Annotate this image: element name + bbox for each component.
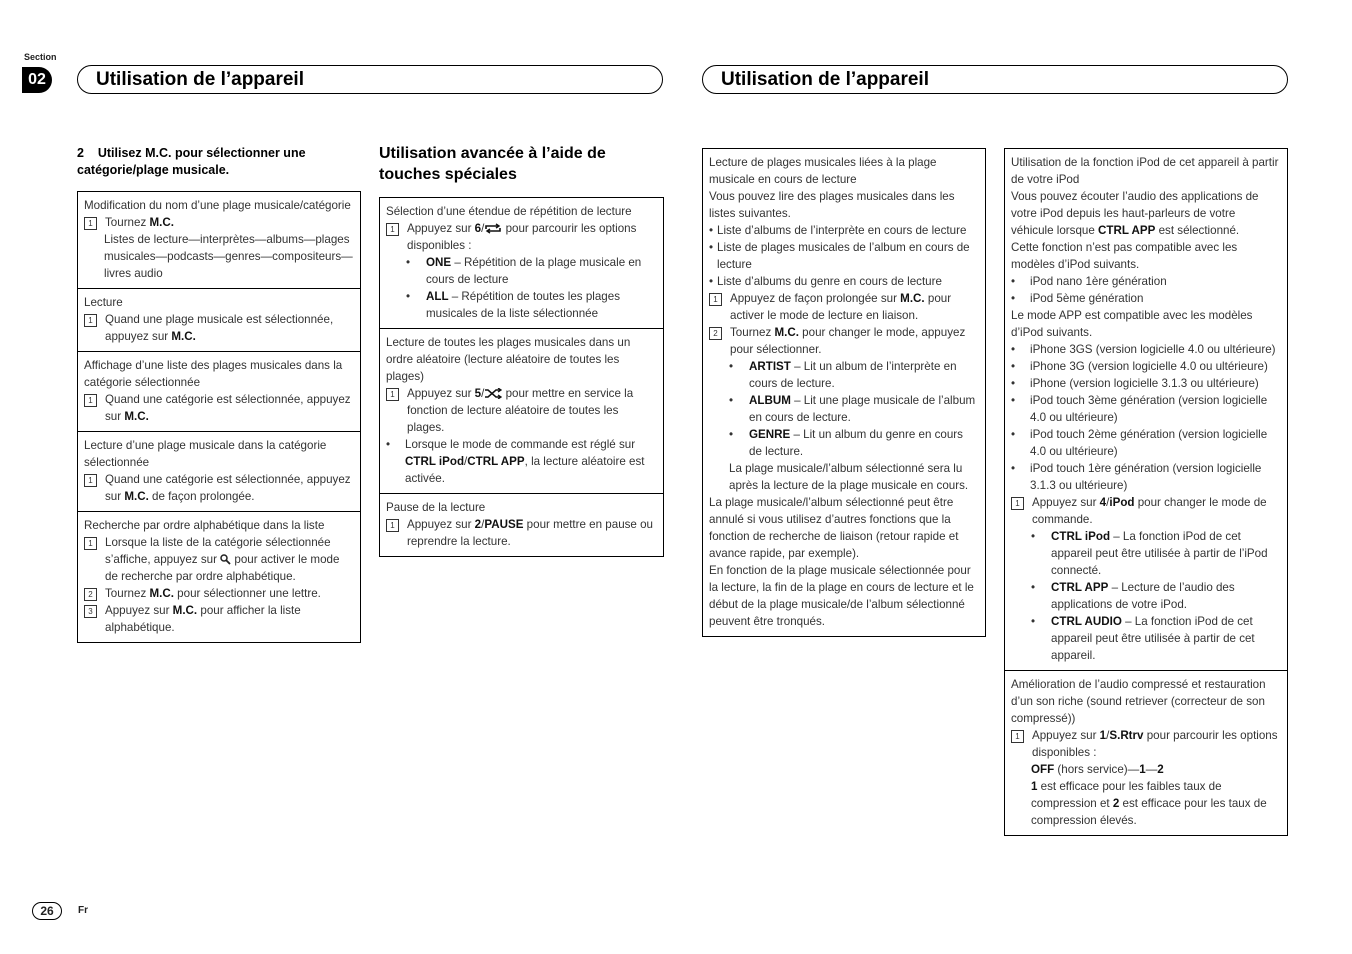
- section-label: Section: [24, 52, 57, 62]
- step-marker: 1: [84, 394, 97, 407]
- step-marker: 1: [84, 314, 97, 327]
- page-title-right: Utilisation de l’appareil: [702, 65, 1288, 94]
- repeat-icon: [484, 223, 502, 234]
- step-marker: 1: [386, 223, 399, 236]
- table-cell-shuffle: Lecture de toutes les plages musicales dans un ordre aléatoire (lecture aléatoire de toutes les plages) 1 Appuyez sur 5/ pour mettre en service la fonction de lecture aléatoire de toutes les plages. • Lorsque le mode de commande est réglé sur CTRL iPod/CTRL APP, la lecture aléatoire est activée.: [380, 328, 663, 493]
- linked-play-table: [702, 148, 986, 637]
- step-marker: 1: [709, 293, 722, 306]
- cell-title: Lecture de plages musicales liées à la plage musicale en cours de lecture: [709, 156, 937, 186]
- table-cell-category-play: Lecture d’une plage musicale dans la catégorie sélectionnée 1 Quand une catégorie est sélectionnée, appuyez sur M.C. de façon prolongée.: [78, 431, 360, 511]
- table-cell-playback: Lecture 1 Quand une plage musicale est sélectionnée, appuyez sur M.C.: [78, 288, 360, 351]
- step-marker: 2: [709, 327, 722, 340]
- cell-title: Affichage d’une liste des plages musicales dans la catégorie sélectionnée: [84, 359, 343, 389]
- step-marker: 1: [1011, 730, 1024, 743]
- special-keys-table: [379, 197, 664, 557]
- section-heading: Utilisation avancée à l’aide de touches spéciales: [379, 145, 606, 183]
- column-1: [77, 145, 361, 643]
- page-title-left: Utilisation de l’appareil: [77, 65, 663, 94]
- ipod-functions-table: [1004, 148, 1288, 836]
- table-cell-list-display: Affichage d’une liste des plages musicales dans la catégorie sélectionnée 1 Quand une catégorie est sélectionnée, appuyez sur M.C.: [78, 351, 360, 431]
- step-marker: 1: [386, 388, 399, 401]
- step-marker: 3: [84, 605, 97, 618]
- table-cell-ipod-control: Utilisation de la fonction iPod de cet appareil à partir de votre iPod Vous pouvez écouter l’audio des applications de votre iPod depuis les haut-parleurs de votre véhicule lorsque CTRL APP est sélectionné. Cette fonction n’est pas compatible avec les modèles d’iPod suivants. • iPod nano 1ère génération • iPod 5ème génération Le mode APP est compatible avec les modèles d’iPod suivants. • iPhone 3GS (version logicielle 4.0 ou ultérieure) • iPhone 3G (version logicielle 4.0 ou ultérieure) • iPhone (version logicielle 3.1.3 ou ultérieure) • iPod touch 3ème génération (version logicielle 4.0 ou ultérieure) • iPod touch 2ème génération (version logicielle 4.0 ou ultérieure) • iPod touch 1ère génération (version logicielle 3.1.3 ou ultérieure) 1 Appuyez sur 4/iPod pour changer le mode de commande. • CTRL iPod – La fonction iPod de cet appareil peut être utilisée à partir de l’iPod connecté. • CTRL APP – Lecture de l’audio des applications de votre iPod. • CTRL AUDIO – La fonction iPod de cet appareil peut être utilisée à partir de cet appareil.: [1005, 149, 1287, 670]
- column-2: [379, 143, 664, 557]
- cell-desc: Listes de lecture—interprètes—albums—plages musicales—podcasts—genres—compositeurs—livres audio: [104, 233, 353, 280]
- section-number: 02: [22, 67, 52, 93]
- note: La plage musicale/l’album sélectionné peut être annulé si vous utilisez d’autres fonctions que la fonction de recherche de liaison (retour rapide et avance rapide, par exemple).: [709, 496, 959, 560]
- table-cell-alpha-search: Recherche par ordre alphabétique dans la liste 1 Lorsque la liste de la catégorie sélectionnée s’affiche, appuyez sur pour activer le mode de recherche par ordre alphabétique. 2 Tournez M.C. pour sélectionner une lettre. 3 Appuyez sur M.C. pour afficher la liste alphabétique.: [78, 511, 360, 642]
- cell-title: Amélioration de l’audio compressé et restauration d’un son riche (sound retriever (correcteur de son compressé)): [1011, 678, 1266, 725]
- page-number: 26: [32, 902, 62, 920]
- step-heading: [77, 145, 361, 179]
- step-text: Utilisez M.C. pour sélectionner une catégorie/plage musicale.: [77, 146, 306, 177]
- step-marker: 1: [84, 217, 97, 230]
- cell-title: Recherche par ordre alphabétique dans la liste: [84, 519, 325, 532]
- cell-title: Pause de la lecture: [386, 501, 486, 514]
- step-number: 2: [77, 146, 84, 160]
- search-icon: [220, 554, 231, 565]
- cell-title: Lecture d’une plage musicale dans la catégorie sélectionnée: [84, 439, 327, 469]
- note: En fonction de la plage musicale sélectionnée pour la lecture, la fin de la plage en cours de lecture et le début de la plage musicale/de l’album sélectionné peuvent être tronqués.: [709, 564, 974, 628]
- step-marker: 1: [386, 519, 399, 532]
- table-cell-linked-play: Lecture de plages musicales liées à la plage musicale en cours de lecture Vous pouvez lire des plages musicales dans les listes suivantes. • Liste d’albums de l’interprète en cours de lecture • Liste de plages musicales de l’album en cours de lecture • Liste d’albums du genre en cours de lecture 1 Appuyez de façon prolongée sur M.C. pour activer le mode de lecture en liaison. 2 Tournez M.C. pour changer le mode, appuyez pour sélectionner. • ARTIST – Lit un album de l’interprète en cours de lecture. • ALBUM – Lit une plage musicale de l’album en cours de lecture. • GENRE – Lit un album du genre en cours de lecture. La plage musicale/l’album sélectionné sera lu après la lecture de la plage musicale en cours. La plage musicale/l’album sélectionné peut être annulé si vous utilisez d’autres fonctions que la fonction de recherche de liaison (retour rapide et avance rapide, par exemple). En fonction de la plage musicale sélectionnée pour la lecture, la fin de la plage en cours de lecture et le début de la plage musicale/de l’album sélectionné peuvent être tronqués.: [703, 149, 985, 636]
- cell-title: Lecture de toutes les plages musicales dans un ordre aléatoire (lecture aléatoire de toutes les plages): [386, 336, 631, 383]
- cell-title: Utilisation de la fonction iPod de cet appareil à partir de votre iPod: [1011, 156, 1279, 186]
- step-marker: 2: [84, 588, 97, 601]
- note: La plage musicale/l’album sélectionné sera lu après la lecture de la plage musicale en cours.: [729, 462, 969, 492]
- step-marker: 1: [84, 474, 97, 487]
- cell-intro: Vous pouvez lire des plages musicales dans les listes suivantes.: [709, 190, 955, 220]
- table-cell-pause: Pause de la lecture 1 Appuyez sur 2/PAUSE pour mettre en pause ou reprendre la lecture.: [380, 493, 663, 556]
- step-marker: 1: [1011, 497, 1024, 510]
- language-label: Fr: [78, 905, 88, 916]
- table-cell-rename: Modification du nom d’une plage musicale/catégorie 1 Tournez M.C. Listes de lecture—interprètes—albums—plages musicales—podcasts—genres—compositeurs—livres audio: [84, 199, 353, 280]
- function-table: [77, 191, 361, 643]
- table-cell-repeat: Sélection d’une étendue de répétition de lecture 1 Appuyez sur 6/ pour parcourir les options disponibles : • ONE – Répétition de la plage musicale en cours de lecture • ALL – Répétition de toutes les plages musicales de la liste sélectionnée: [380, 198, 663, 328]
- cell-title: Modification du nom d’une plage musicale/catégorie: [84, 199, 351, 212]
- cell-title: Lecture: [84, 296, 123, 309]
- shuffle-icon: [484, 388, 502, 399]
- table-cell-sound-retriever: Amélioration de l’audio compressé et restauration d’un son riche (sound retriever (correcteur de son compressé)) 1 Appuyez sur 1/S.Rtrv pour parcourir les options disponibles : OFF (hors service)—1—2 1 est efficace pour les faibles taux de compression et 2 est efficace pour les taux de compression élevés.: [1005, 670, 1287, 835]
- cell-title: Sélection d’une étendue de répétition de lecture: [386, 205, 632, 218]
- step-marker: 1: [84, 537, 97, 550]
